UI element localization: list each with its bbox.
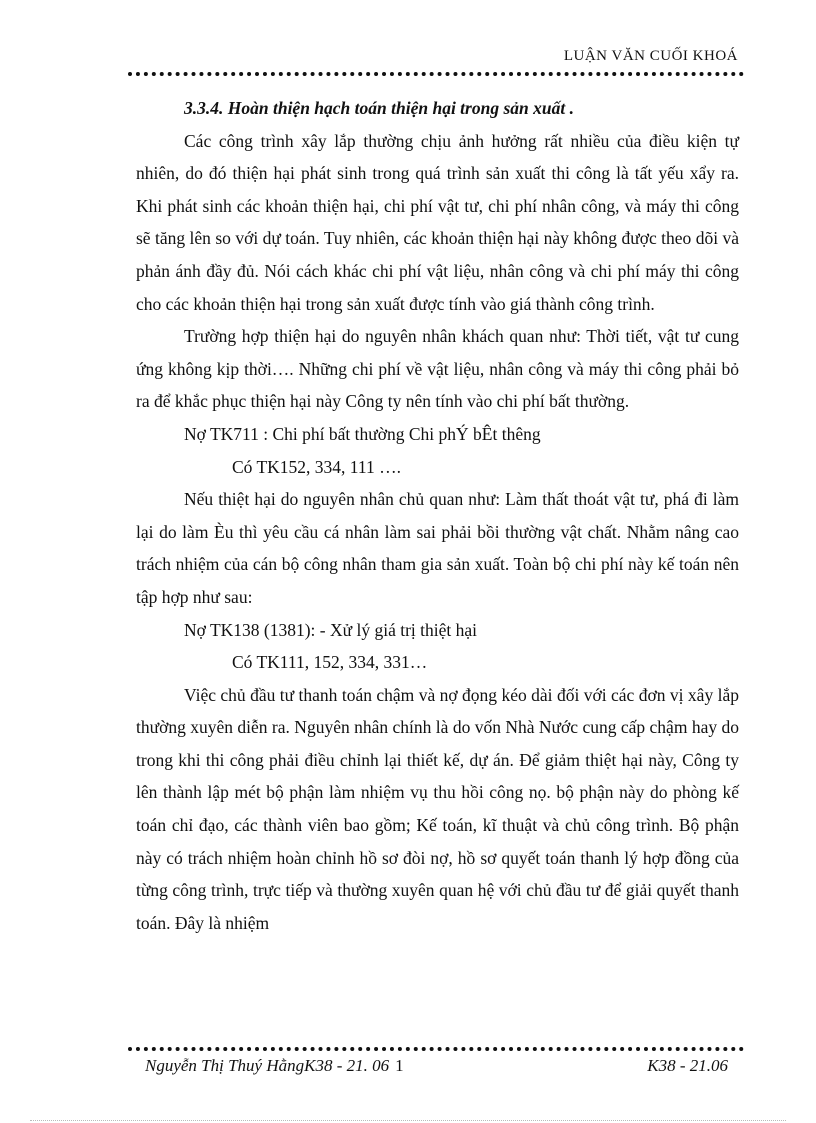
page-bottom-border bbox=[30, 1120, 786, 1121]
paragraph-2: Trường hợp thiện hại do nguyên nhân khách quan như: Thời tiết, vật tư cung ứng không kịp thời…. Những chi phí về vật liệu, nhân công và máy thi công phải bỏ ra để khắc phục thiện hại này Công ty nên tính vào chi phí bất thường. bbox=[136, 326, 739, 412]
journal-entry-1-credit: Có TK152, 334, 111 …. bbox=[232, 456, 402, 477]
page-number: 1 bbox=[395, 1056, 404, 1075]
header-dotted-divider bbox=[128, 72, 744, 76]
header-title: LUẬN VĂN CUỐI KHOÁ bbox=[563, 48, 738, 64]
paragraph-3: Nếu thiệt hại do nguyên nhân chủ quan như: Làm thất thoát vật tư, phá đi làm lại do làm Èu thì yêu cầu cá nhân làm sai phải bồi thường vật chất. Nhằm nâng cao trách nhiệm của cán bộ công nhân tham gia sản xuất. Toàn bộ chi phí này kế toán nên tập hợp như sau: bbox=[136, 489, 739, 607]
document-body bbox=[136, 92, 739, 939]
journal-entry-2-credit: Có TK111, 152, 334, 331… bbox=[232, 652, 428, 673]
footer-author: Nguyễn Thị Thuý HằngK38 - 21. 06 bbox=[145, 1056, 390, 1075]
paragraph-1: Các công trình xây lắp thường chịu ảnh hưởng rất nhiều của điều kiện tự nhiên, do đó thiện hại phát sinh trong quá trình sản xuất thi công là tất yếu xẩy ra. Khi phát sinh các khoản thiện hại, chi phí vật tư, chi phí nhân công, và máy thi công sẽ tăng lên so với dự toán. Tuy nhiên, các khoản thiện hại này không được theo dõi và phản ánh đầy đủ. Nói cách khác chi phí vật liệu, nhân công và chi phí máy thi công cho các khoản thiện hại trong sản xuất được tính vào giá thành công trình. bbox=[136, 130, 739, 314]
footer-author-block bbox=[145, 1056, 404, 1076]
paragraph-4: Việc chủ đầu tư thanh toán chậm và nợ đọng kéo dài đối với các đơn vị xây lắp thường xuyên diễn ra. Nguyên nhân chính là do vốn Nhà Nước cung cấp chậm hay do trong khi thi công phải điều chỉnh lại thiết kế, dự án. Để giảm thiệt hại này, Công ty lên thành lập mét bộ phận làm nhiệm vụ thu hồi công nọ. bộ phận này do phòng kế toán chỉ đạo, các thành viên bao gồm; Kế toán, kĩ thuật và chủ công trình. Bộ phận này có trách nhiệm hoàn chỉnh hồ sơ đòi nợ, hồ sơ quyết toán thanh lý hợp đồng của từng công trình, trực tiếp và thường xuyên quan hệ với chủ đầu tư để giải quyết thanh toán. Đây là nhiệm bbox=[136, 684, 739, 933]
footer-class-code: K38 - 21.06 bbox=[647, 1056, 728, 1075]
journal-entry-1-debit: Nợ TK711 : Chi phí bất thường Chi phÝ bÊt thêng bbox=[184, 423, 541, 444]
footer-dotted-divider bbox=[128, 1047, 744, 1051]
journal-entry-2-debit: Nợ TK138 (1381): - Xử lý giá trị thiệt hại bbox=[184, 619, 478, 640]
section-heading: 3.3.4. Hoàn thiện hạch toán thiện hại trong sản xuất . bbox=[184, 98, 574, 118]
